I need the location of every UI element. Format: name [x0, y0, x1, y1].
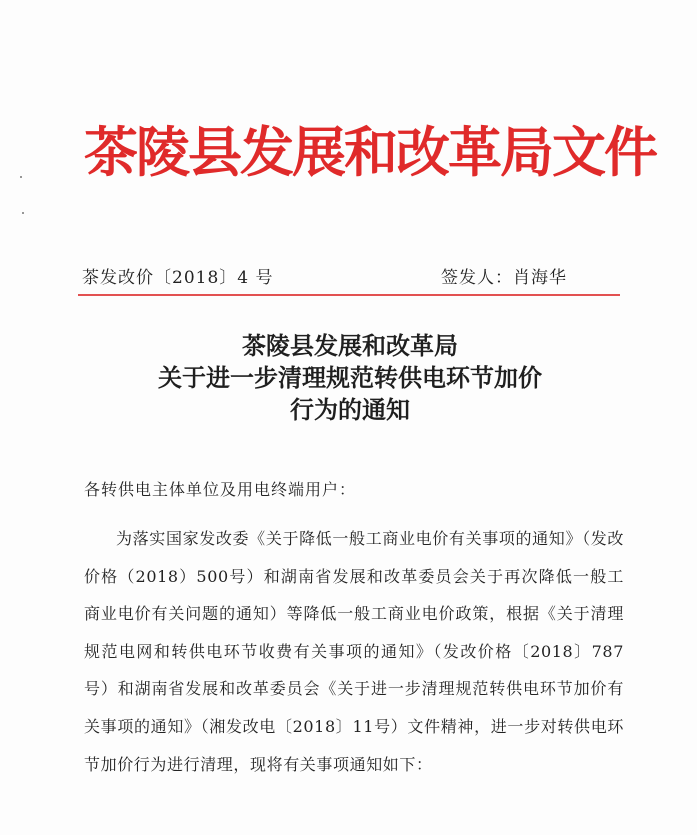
- scan-speck: [20, 176, 22, 178]
- notice-title: [80, 330, 620, 426]
- scan-speck: [22, 212, 24, 214]
- document-header-title: 茶陵县发展和改革局文件: [84, 121, 656, 184]
- document-number: 茶发改价〔2018〕4 号: [82, 268, 274, 288]
- notice-title-line-1: 茶陵县发展和改革局: [242, 332, 458, 360]
- notice-title-line-2: 关于进一步清理规范转供电环节加价: [158, 364, 542, 392]
- notice-title-line-3: 行为的通知: [290, 396, 410, 424]
- signer-name: 肖海华: [513, 268, 567, 288]
- notice-body: [84, 478, 624, 783]
- salutation: 各转供电主体单位及用电终端用户：: [84, 480, 357, 499]
- signer-label: 签发人：: [441, 268, 513, 288]
- signer: [441, 263, 567, 288]
- body-paragraph: 为落实国家发改委《关于降低一般工商业电价有关事项的通知》（发改价格（2018）500号）和湖南省发展和改革委员会关于再次降低一般工商业电价有关问题的通知）等降低一般工商业电价政策，根据《关于清理规范电网和转供电环节收费有关事项的通知》（发改价格〔2018〕787号）和湖南省发展和改革委员会《关于进一步清理规范转供电环节加价有关事项的通知》（湘发改电〔2018〕11号）文件精神，进一步对转供电环节加价行为进行清理，现将有关事项通知如下：: [84, 529, 624, 774]
- red-divider-line: [78, 294, 620, 296]
